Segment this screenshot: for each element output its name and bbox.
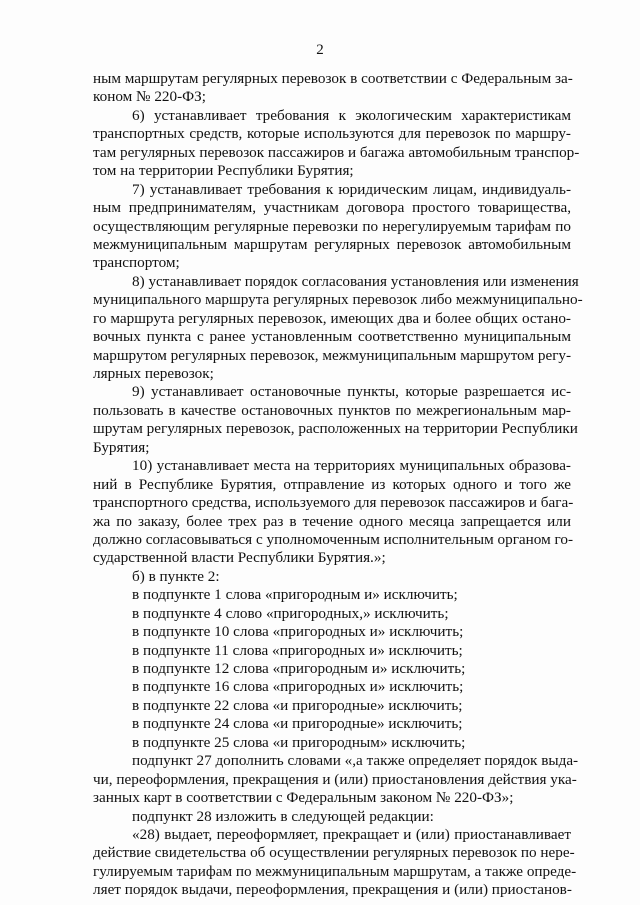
text-line: гулируемым тарифам по межмуниципальным маршрутам, а также опреде-	[93, 862, 577, 880]
text-line: чи, переоформления, прекращения и (или) приостановления действия ука-	[93, 770, 577, 788]
text-line: транспортом;	[93, 254, 180, 272]
text-line: ляет порядок выдачи, переоформления, прекращения и (или) приостанов-	[93, 881, 572, 899]
text-line: маршрутом регулярных перевозок, межмуниципальным маршрутом регу-	[93, 346, 572, 364]
text-line: подпункт 27 дополнить словами «,а также определяет порядок выда-	[132, 752, 579, 770]
text-line: коном № 220-ФЗ;	[93, 88, 206, 106]
text-line: действие свидетельства об осуществлении регулярных перевозок по нере-	[93, 844, 575, 862]
text-line: го маршрута регулярных перевозок, имеющих два и более общих остано-	[93, 309, 571, 327]
text-line: в подпункте 10 слова «пригородных и» исключить;	[132, 623, 464, 641]
text-line: в подпункте 12 слова «пригородным и» исключить;	[132, 660, 466, 677]
page-number: 2	[316, 42, 324, 58]
text-line: в подпункте 16 слова «пригородных и» исключить;	[132, 678, 464, 696]
text-line: в подпункте 22 слова «и пригородные» исключить;	[132, 696, 463, 714]
text-line: 7) устанавливает требования к юридическим лицам, индивидуаль-	[132, 180, 571, 198]
body-text	[93, 70, 583, 900]
text-line: должно согласовываться с уполномоченным исполнительным органом го-	[93, 530, 574, 548]
text-line: осуществляющим регулярные перевозки по нерегулируемым тарифам по	[93, 217, 571, 235]
text-line: 8) устанавливает порядок согласования установления или изменения	[132, 272, 579, 290]
text-line: «28) выдает, переоформляет, прекращает и (или) приостанавливает	[132, 825, 571, 843]
text-line: в подпункте 1 слова «пригородным и» исключить;	[132, 586, 458, 604]
text-line: ным предпринимателям, участникам договора простого товарищества,	[93, 199, 571, 217]
text-line: в подпункте 4 слово «пригородных,» исключить;	[132, 604, 449, 622]
text-line: транспортного средства, используемого для перевозок пассажиров и бага-	[93, 494, 574, 512]
text-line: 9) устанавливает остановочные пункты, которые разрешается ис-	[132, 383, 571, 401]
text-line: пользовать в качестве остановочных пунктов по межрегиональным мар-	[93, 401, 571, 419]
text-line: подпункт 28 изложить в следующей редакции:	[132, 807, 434, 825]
text-line: в подпункте 24 слова «и пригородные» исключить;	[132, 715, 463, 733]
text-line: сударственной власти Республики Бурятия.»;	[93, 549, 386, 567]
text-line: в подпункте 25 слова «и пригородным» исключить;	[132, 733, 466, 751]
text-line: том на территории Республики Бурятия;	[93, 162, 354, 180]
text-line: лярных перевозок;	[93, 365, 214, 382]
text-line: ний в Республике Бурятия, отправление из которых одного и того же	[93, 475, 571, 493]
text-line: шрутам регулярных перевозок, расположенных на территории Республики	[93, 420, 578, 438]
text-line: Бурятия;	[93, 438, 150, 456]
text-line: занных карт в соответствии с Федеральным законом № 220-ФЗ»;	[93, 789, 514, 807]
text-line: в подпункте 11 слова «пригородных и» исключить;	[132, 641, 463, 659]
text-line: б) в пункте 2:	[132, 567, 220, 585]
text-line: 10) устанавливает места на территориях муниципальных образова-	[132, 457, 571, 475]
text-line: транспортных средств, которые используются для перевозок по маршру-	[93, 125, 571, 143]
text-line: вочных пункта с ранее установленным соответственно муниципальным	[93, 328, 571, 346]
text-line: межмуниципальным маршрутам регулярных перевозок автомобильным	[93, 235, 571, 253]
text-line: там регулярных перевозок пассажиров и багажа автомобильным транспор-	[93, 143, 580, 161]
text-line: муниципального маршрута регулярных перевозок либо межмуниципально-	[93, 291, 583, 309]
text-line: жа по заказу, более трех раз в течение одного месяца запрещается или	[93, 512, 571, 530]
text-line: ным маршрутам регулярных перевозок в соответствии с Федеральным за-	[93, 70, 573, 87]
text-line: 6) устанавливает требования к экологическим характеристикам	[132, 106, 571, 124]
